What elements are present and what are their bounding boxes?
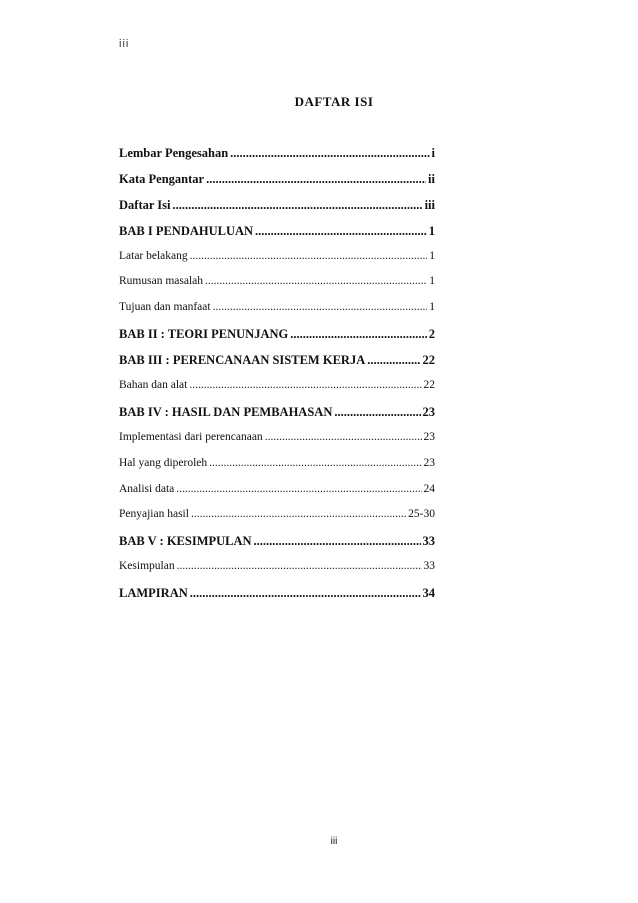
- toc-entry: [119, 224, 435, 250]
- toc-entry-title: Bahan dan alat: [119, 379, 188, 392]
- toc-entry-title: Tujuan dan manfaat: [119, 301, 211, 314]
- toc-entry-page: iii: [424, 197, 435, 212]
- toc-entry-page: 1: [429, 301, 435, 314]
- toc-entry-title: Analisi data: [119, 482, 175, 495]
- toc-entry: [119, 301, 435, 327]
- toc-entry-title: BAB II : TEORI PENUNJANG: [119, 327, 289, 342]
- toc-dot-leader: [189, 379, 421, 391]
- toc-entry: [119, 508, 435, 534]
- toc-entry-page: 22: [422, 353, 435, 368]
- toc-dot-leader: [177, 560, 422, 572]
- toc-entry-page: 1: [429, 275, 435, 288]
- toc-entry: [119, 431, 435, 457]
- toc-entry: [119, 146, 435, 172]
- toc-dot-leader: [213, 301, 428, 313]
- toc-entry: [119, 327, 435, 353]
- toc-entry: [119, 534, 435, 560]
- toc-entry-page: 2: [428, 327, 435, 342]
- toc-entry-title: BAB IV : HASIL DAN PEMBAHASAN: [119, 404, 333, 419]
- toc-entry-page: 34: [422, 586, 435, 601]
- toc-entry-title: BAB V : KESIMPULAN: [119, 534, 252, 549]
- toc-entry-title: Implementasi dari perencanaan: [119, 430, 263, 443]
- toc-entry-title: BAB I PENDAHULUAN: [119, 223, 254, 238]
- toc-dot-leader: [265, 431, 422, 443]
- toc-dot-leader: [367, 353, 420, 368]
- toc-entry-title: Lembar Pengesahan: [119, 146, 229, 160]
- toc-dot-leader: [206, 172, 426, 187]
- toc-entry: [119, 586, 435, 612]
- toc-entry: [119, 379, 435, 405]
- toc-entry-page: 22: [423, 379, 435, 392]
- toc-dot-leader: [190, 250, 428, 262]
- toc-entry: [119, 172, 435, 198]
- toc-dot-leader: [209, 457, 421, 469]
- toc-entry-title: Latar belakang: [119, 249, 188, 262]
- toc-entry: [119, 250, 435, 276]
- toc-entry: [119, 198, 435, 224]
- toc-dot-leader: [176, 483, 421, 495]
- toc-entry-page: 25-30: [408, 508, 435, 521]
- toc-entry-title: BAB III : PERENCANAAN SISTEM KERJA: [119, 353, 366, 368]
- toc-entry-title: LAMPIRAN: [119, 586, 188, 601]
- toc-entry: [119, 483, 435, 509]
- table-of-contents: [119, 146, 435, 612]
- toc-entry-title: Penyajian hasil: [119, 508, 189, 521]
- toc-entry: [119, 405, 435, 431]
- toc-entry-page: i: [431, 146, 435, 160]
- toc-dot-leader: [230, 146, 429, 161]
- toc-entry-page: 33: [423, 560, 435, 573]
- toc-dot-leader: [173, 198, 423, 213]
- toc-entry-title: Kata Pengantar: [119, 171, 205, 186]
- toc-dot-leader: [334, 405, 420, 420]
- page-title: DAFTAR ISI: [294, 94, 374, 109]
- toc-entry-page: 23: [423, 430, 435, 443]
- toc-entry-page: 23: [423, 456, 435, 469]
- toc-dot-leader: [290, 327, 427, 342]
- toc-entry-title: Kesimpulan: [119, 560, 175, 573]
- toc-entry-title: Hal yang diperoleh: [119, 456, 208, 469]
- toc-entry-title: Rumusan masalah: [119, 275, 203, 288]
- toc-entry-page: ii: [428, 171, 435, 186]
- footer-page-number: iii: [330, 836, 338, 847]
- toc-dot-leader: [254, 534, 421, 549]
- toc-entry: [119, 353, 435, 379]
- toc-dot-leader: [205, 275, 427, 287]
- toc-entry: [119, 457, 435, 483]
- toc-entry: [119, 275, 435, 301]
- toc-dot-leader: [191, 508, 406, 520]
- toc-entry-page: 33: [422, 534, 435, 549]
- toc-entry-page: 1: [429, 249, 435, 262]
- toc-dot-leader: [255, 224, 427, 239]
- toc-entry: [119, 560, 435, 586]
- toc-entry-page: 23: [422, 404, 435, 419]
- header-page-number: iii: [119, 38, 130, 50]
- toc-entry-page: 1: [428, 223, 435, 238]
- toc-dot-leader: [190, 586, 421, 601]
- toc-entry-title: Daftar Isi: [119, 197, 171, 212]
- toc-entry-page: 24: [423, 482, 435, 495]
